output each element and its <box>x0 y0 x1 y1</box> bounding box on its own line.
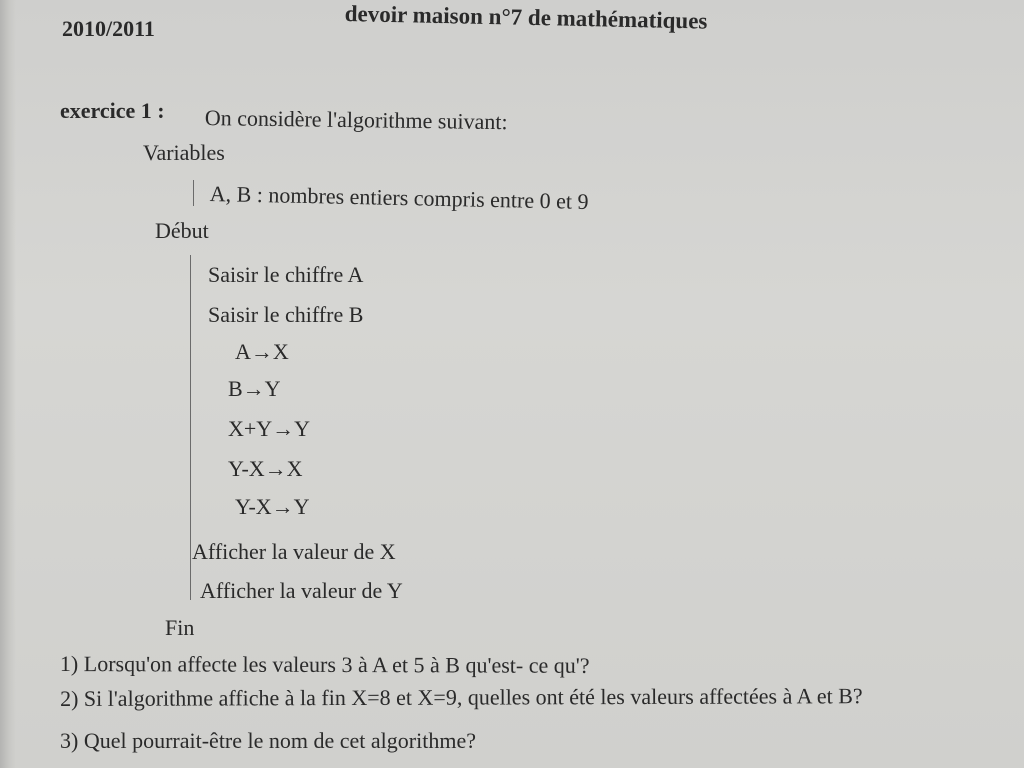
algorithm-step: Saisir le chiffre B <box>208 302 364 327</box>
variables-block-bar <box>193 180 194 206</box>
exercise-label: exercice 1 : <box>60 98 165 123</box>
page-edge-shadow <box>0 0 16 768</box>
algorithm-begin: Début <box>155 218 209 243</box>
variables-definition: A, B : nombres entiers compris entre 0 et 9 <box>209 181 589 214</box>
question-1: 1) Lorsqu'on affecte les valeurs 3 à A et 5 à B qu'est- ce qu'? <box>59 651 590 678</box>
algorithm-block-bar <box>190 255 191 600</box>
algorithm-step: Afficher la valeur de X <box>192 539 396 564</box>
algorithm-step: A→X <box>235 339 289 364</box>
algorithm-step: Saisir le chiffre A <box>208 262 364 287</box>
question-2: 2) Si l'algorithme affiche à la fin X=8 et X=9, quelles ont été les valeurs affectées à A et B? <box>59 683 863 711</box>
exercise-intro: On considère l'algorithme suivant: <box>204 105 508 135</box>
variables-heading: Variables <box>143 140 225 165</box>
question-3: 3) Quel pourrait-être le nom de cet algorithme? <box>60 728 476 753</box>
document-title: devoir maison n°7 de mathématiques <box>344 1 708 34</box>
school-year: 2010/2011 <box>62 16 155 41</box>
algorithm-step: Y-X→X <box>228 456 303 481</box>
algorithm-step: Y-X→Y <box>235 494 310 519</box>
algorithm-step: Afficher la valeur de Y <box>200 578 403 603</box>
algorithm-end: Fin <box>165 615 195 640</box>
algorithm-step: X+Y→Y <box>228 416 311 441</box>
algorithm-step: B→Y <box>228 376 281 401</box>
